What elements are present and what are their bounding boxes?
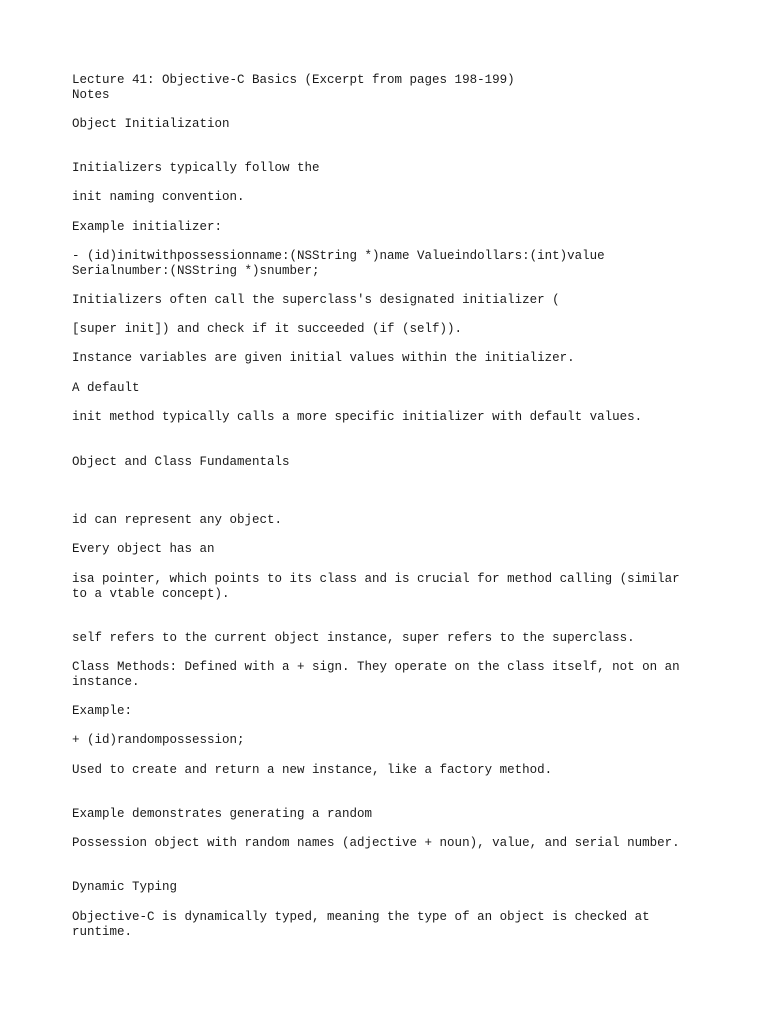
paragraph: Class Methods: Defined with a + sign. They operate on the class itself, not on an instance. bbox=[72, 660, 680, 689]
paragraph: Instance variables are given initial values within the initializer. bbox=[72, 351, 575, 365]
paragraph: isa pointer, which points to its class and is crucial for method calling (similar to a vtable concept). bbox=[72, 572, 680, 601]
paragraph: Example demonstrates generating a random bbox=[72, 807, 373, 821]
paragraph: A default bbox=[72, 381, 140, 395]
paragraph: Used to create and return a new instance, like a factory method. bbox=[72, 763, 553, 777]
paragraph: self refers to the current object instance, super refers to the superclass. bbox=[72, 631, 635, 645]
code-example: + (id)randompossession; bbox=[72, 733, 245, 747]
section-heading: Dynamic Typing bbox=[72, 880, 178, 894]
paragraph: init naming convention. bbox=[72, 190, 245, 204]
code-example: - (id)initwithpossessionname:(NSString *)name Valueindollars:(int)value Serialnumber:(NSString *)snumber; bbox=[72, 249, 605, 278]
document-subtitle: Notes bbox=[72, 88, 110, 102]
paragraph: Every object has an bbox=[72, 542, 215, 556]
paragraph: Initializers typically follow the bbox=[72, 161, 320, 175]
paragraph: [super init]) and check if it succeeded (if (self)). bbox=[72, 322, 463, 336]
paragraph: Example initializer: bbox=[72, 220, 223, 234]
document-title: Lecture 41: Objective-C Basics (Excerpt from pages 198-199) bbox=[72, 73, 515, 87]
paragraph: init method typically calls a more specific initializer with default values. bbox=[72, 410, 643, 424]
section-heading: Object Initialization bbox=[72, 117, 230, 131]
paragraph: id can represent any object. bbox=[72, 513, 283, 527]
paragraph: Example: bbox=[72, 704, 133, 718]
section-heading: Object and Class Fundamentals bbox=[72, 455, 290, 469]
paragraph: Objective-C is dynamically typed, meaning the type of an object is checked at runtime. bbox=[72, 910, 650, 939]
paragraph: Possession object with random names (adjective + noun), value, and serial number. bbox=[72, 836, 680, 850]
paragraph: Initializers often call the superclass's designated initializer ( bbox=[72, 293, 560, 307]
